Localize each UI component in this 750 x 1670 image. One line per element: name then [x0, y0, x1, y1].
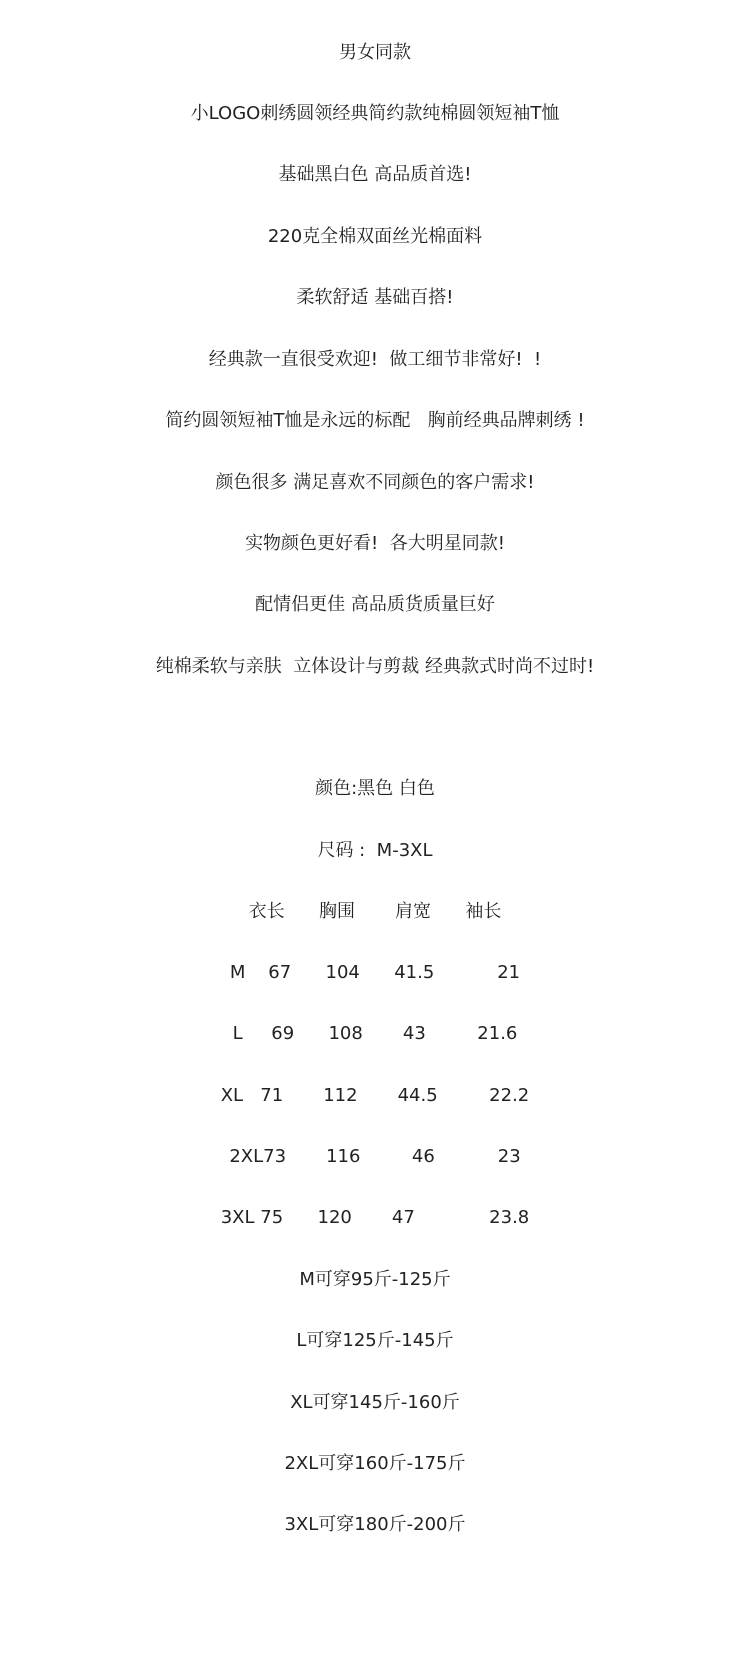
weight-guide-xl: XL可穿145斤-160斤 [290, 1392, 460, 1413]
intro-line-comfort: 柔软舒适 基础百搭! [296, 287, 454, 308]
weight-guide-3xl: 3XL可穿180斤-200斤 [284, 1514, 466, 1535]
size-table-row-2xl: 2XL73 116 46 23 [229, 1146, 521, 1167]
intro-line-real-color: 实物颜色更好看! 各大明星同款! [245, 533, 505, 554]
size-table-header: 衣长 胸围 肩宽 袖长 [248, 901, 502, 922]
weight-guide-m: M可穿95斤-125斤 [299, 1269, 451, 1290]
size-table-row-3xl: 3XL 75 120 47 23.8 [220, 1207, 530, 1228]
intro-line-gender: 男女同款 [339, 42, 411, 63]
intro-line-fabric: 220克全棉双面丝光棉面料 [267, 226, 483, 247]
spec-color: 颜色:黑色 白色 [315, 778, 435, 799]
intro-line-product-name: 小LOGO刺绣圆领经典简约款纯棉圆领短袖T恤 [190, 103, 560, 124]
intro-line-design: 纯棉柔软与亲肤 立体设计与剪裁 经典款式时尚不过时! [155, 656, 595, 677]
intro-line-couples: 配情侣更佳 高品质货质量巨好 [255, 594, 495, 615]
weight-guide-2xl: 2XL可穿160斤-175斤 [284, 1453, 466, 1474]
intro-line-popularity: 经典款一直很受欢迎! 做工细节非常好! ! [208, 349, 542, 370]
intro-line-colors: 基础黑白色 高品质首选! [278, 164, 472, 185]
size-table-row-xl: XL 71 112 44.5 22.2 [220, 1085, 530, 1106]
size-table-row-l: L 69 108 43 21.6 [232, 1023, 518, 1044]
spec-size-range: 尺码 : M-3XL [317, 840, 433, 861]
intro-line-many-colors: 颜色很多 满足喜欢不同颜色的客户需求! [215, 472, 535, 493]
intro-line-embroidery: 简约圆领短袖T恤是永远的标配 胸前经典品牌刺绣 ! [165, 410, 585, 431]
size-table-row-m: M 67 104 41.5 21 [229, 962, 521, 983]
weight-guide-l: L可穿125斤-145斤 [296, 1330, 454, 1351]
